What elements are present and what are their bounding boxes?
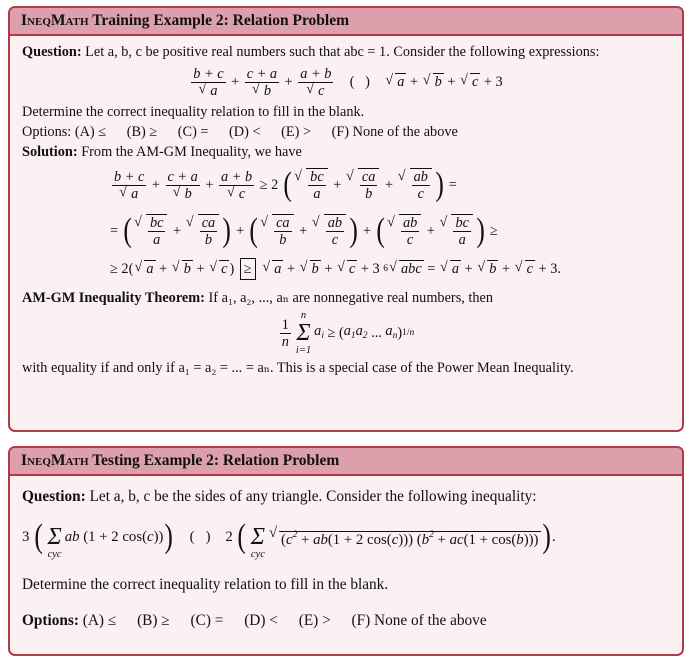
question-label: Question:	[22, 44, 82, 60]
training-example-box	[8, 6, 684, 432]
option-b: (B) ≥	[137, 612, 170, 629]
option-d: (D) <	[229, 124, 261, 140]
option-c: (C) =	[190, 612, 224, 629]
solution-line-3: ≥ 2( √ a + √ b + √ c ) ≥ √ a + √ b + √ c + 3 6 √ abc = √ a + √ b + √ c + 3.	[22, 254, 670, 284]
testing-instruction: Determine the correct inequality relation to fill in the blank.	[22, 576, 389, 593]
option-b: (B) ≥	[126, 124, 158, 140]
answer-box: ≥	[240, 258, 256, 280]
testing-example-title: IneqMath Testing Example 2: Relation Problem	[10, 448, 682, 476]
training-expression: b + c √ a + c + a √ b + a + b √ c ( ) √ a + √ b + √ c + 3	[22, 62, 670, 102]
option-a: (A) ≤	[82, 612, 117, 629]
option-a: (A) ≤	[74, 124, 107, 140]
option-f: (F) None of the above	[331, 124, 458, 140]
question-text: Let a, b, c be positive real numbers such that abc = 1. Consider the following expressions:	[85, 44, 600, 60]
theorem-statement: AM-GM Inequality Theorem: If a₁, a₂, ..., aₙ are nonnegative real numbers, then	[22, 290, 494, 306]
testing-options: Options: (A) ≤ (B) ≥ (C) = (D) < (E) > (F) None of the above	[22, 612, 487, 629]
option-e: (E) >	[298, 612, 331, 629]
training-solution-intro: Solution: From the AM-GM Inequality, we have	[22, 144, 302, 160]
solution-line-1: b + c √ a + c + a √ b + a + b √ c ≥ 2 ( √ $\frac{bc}{a}$ + √ $\frac{ca}{b}$ + √ $\frac{ab}{c}$ ) =	[22, 162, 670, 208]
option-c: (C) =	[177, 124, 209, 140]
theorem-note: with equality if and only if a₁ = a₂ = ... = aₙ. This is a special case of the Power Mean Inequality.	[22, 360, 574, 376]
training-example-title: IneqMath Training Example 2: Relation Problem	[10, 8, 682, 36]
training-question	[22, 42, 670, 62]
testing-question: Question: Let a, b, c be the sides of any triangle. Consider the following inequality:	[22, 488, 537, 505]
solution-line-2: = ( √ $\frac{bc}{a}$ + √ $\frac{ca}{b}$ ) + ( √ $\frac{ca}{b}$ + √ $\frac{ab}{c}$ ) + ( √ $\frac{ab}{c}$ + √ $\frac{bc}{a}$ ) ≥	[22, 208, 670, 254]
training-instruction: Determine the correct inequality relation to fill in the blank.	[22, 104, 365, 120]
testing-example-box	[8, 446, 684, 656]
option-e: (E) >	[281, 124, 312, 140]
training-options: Options: (A) ≤ (B) ≥ (C) = (D) < (E) > (F) None of the above	[22, 124, 458, 140]
theorem-formula: $\frac{1}{n}$ n Σ i=1 $a_i$ ≥ ( $a_1a_2$ ... $a_n$ ) 1/n	[281, 310, 415, 356]
testing-expression: 3 ( Σ cyc ab (1 + 2 cos( c )) ) ( ) 2 ( Σ cyc √ ($c^2 + ab(1 + 2$ cos(c))) $(b^2 + ac(1 + \cos(b)))$ ) .	[22, 508, 670, 566]
option-d: (D) <	[244, 612, 278, 629]
option-f: (F) None of the above	[351, 612, 487, 629]
